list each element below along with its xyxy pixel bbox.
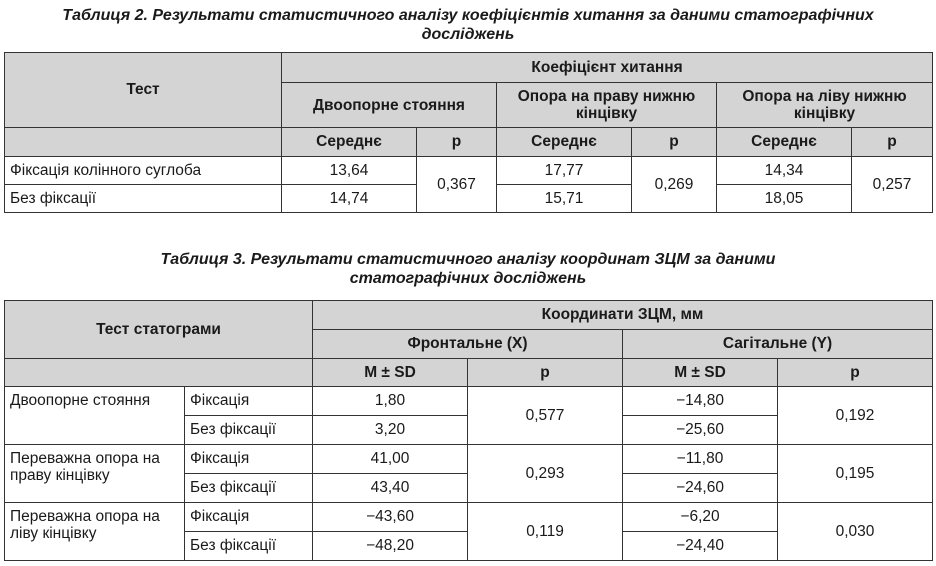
table3-blank-header	[5, 359, 313, 387]
table2-cell: 18,05	[717, 185, 852, 213]
table2-caption-line1: Таблиця 2. Результати статистичного аналізу коефіцієнтів хитання за даними статографічних	[62, 7, 874, 24]
table2-row-label: Фіксація колінного суглоба	[5, 157, 282, 185]
table3-msd-header: M ± SD	[313, 359, 468, 387]
table3-caption-line1: Таблиця 3. Результати статистичного аналізу координат ЗЦМ за даними	[160, 251, 776, 268]
table2-p-header: р	[632, 128, 717, 157]
table2-cell: 13,64	[282, 157, 417, 185]
table3-group-name: Переважна опора на праву кінцівку	[5, 445, 185, 503]
table3-caption	[0, 250, 936, 288]
table2	[4, 52, 933, 213]
table3-x-cell: 1,80	[313, 387, 468, 416]
table2-caption	[0, 6, 936, 44]
table3-y-cell: −14,80	[623, 387, 778, 416]
table2-cell: 17,77	[497, 157, 632, 185]
table3-px-value: 0,119	[468, 503, 623, 561]
table3-row-label: Фіксація	[185, 445, 313, 474]
table3-py-value: 0,192	[778, 387, 933, 445]
table3-subgroup-frontal: Фронтальне (X)	[313, 330, 623, 359]
table3-row-label: Фіксація	[185, 503, 313, 532]
table2-p-value: 0,257	[852, 157, 933, 213]
table2-subgroup-left: Опора на ліву нижню кінцівку	[717, 83, 933, 128]
table2-group-header: Коефіцієнт хитання	[282, 53, 933, 83]
table3-py-value: 0,030	[778, 503, 933, 561]
table2-p-header: р	[417, 128, 497, 157]
table3-x-cell: 3,20	[313, 416, 468, 445]
table3-y-cell: −24,60	[623, 474, 778, 503]
table2-test-header: Тест	[5, 53, 282, 128]
table3-row-label: Без фіксації	[185, 416, 313, 445]
table3-y-cell: −11,80	[623, 445, 778, 474]
table3-x-cell: −48,20	[313, 532, 468, 561]
table3-test-header: Тест статограми	[5, 301, 313, 359]
table3-caption-line2: статографічних досліджень	[349, 270, 587, 287]
table3-y-cell: −25,60	[623, 416, 778, 445]
table3-px-value: 0,577	[468, 387, 623, 445]
table2-mean-header: Середнє	[282, 128, 417, 157]
table3-px-value: 0,293	[468, 445, 623, 503]
table2-p-value: 0,367	[417, 157, 497, 213]
table2-p-header: р	[852, 128, 933, 157]
table3-x-cell: −43,60	[313, 503, 468, 532]
table3-group-name: Двоопорне стояння	[5, 387, 185, 445]
table2-cell: 14,34	[717, 157, 852, 185]
table2-subgroup-bilateral: Двоопорне стояння	[282, 83, 497, 128]
table3-group-name: Переважна опора на ліву кінцівку	[5, 503, 185, 561]
table2-cell: 14,74	[282, 185, 417, 213]
table3-msd-header: M ± SD	[623, 359, 778, 387]
table3-x-cell: 43,40	[313, 474, 468, 503]
table2-subgroup-right: Опора на праву нижню кінцівку	[497, 83, 717, 128]
table3-group-header: Координати ЗЦМ, мм	[313, 301, 933, 330]
table3-p-header: р	[778, 359, 933, 387]
table3-y-cell: −24,40	[623, 532, 778, 561]
table2-mean-header: Середнє	[497, 128, 632, 157]
table2-row-label: Без фіксації	[5, 185, 282, 213]
table3-row-label: Без фіксації	[185, 532, 313, 561]
table3-x-cell: 41,00	[313, 445, 468, 474]
table3-row-label: Фіксація	[185, 387, 313, 416]
table3-p-header: р	[468, 359, 623, 387]
table2-caption-line2: досліджень	[421, 26, 515, 43]
table2-mean-header: Середнє	[717, 128, 852, 157]
table2-blank-header	[5, 128, 282, 157]
table2-p-value: 0,269	[632, 157, 717, 213]
table3-subgroup-sagittal: Сагітальне (Y)	[623, 330, 933, 359]
table3	[4, 300, 933, 561]
table3-y-cell: −6,20	[623, 503, 778, 532]
table2-cell: 15,71	[497, 185, 632, 213]
table3-py-value: 0,195	[778, 445, 933, 503]
table3-row-label: Без фіксації	[185, 474, 313, 503]
